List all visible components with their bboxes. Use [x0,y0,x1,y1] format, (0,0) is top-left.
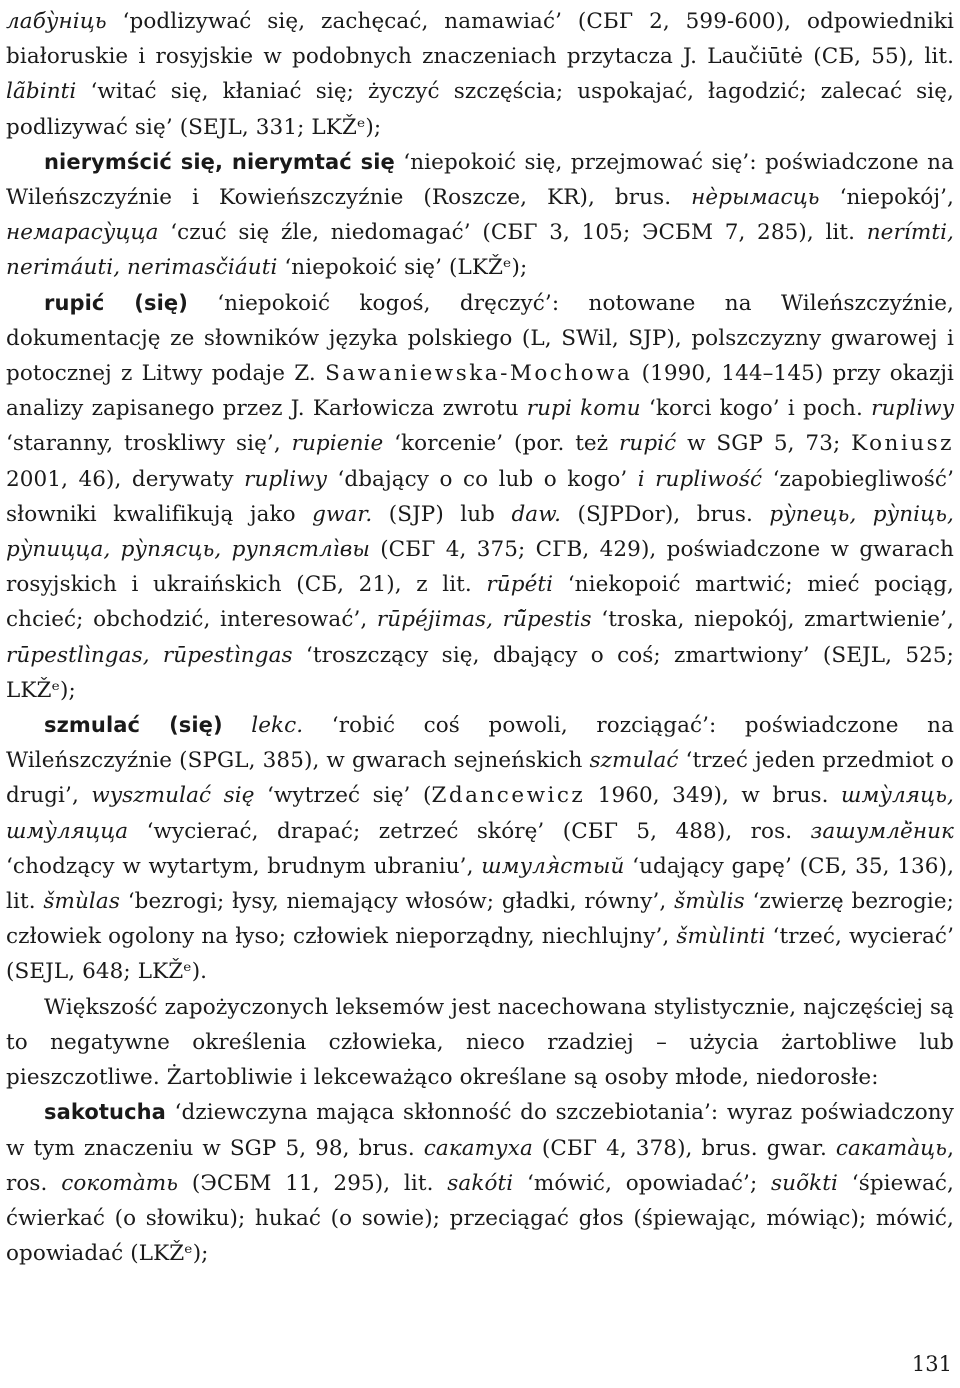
text-run: i rupliwość [637,466,763,492]
text-run: rupliwy [244,466,327,492]
entry-headword: szmulać (się) [44,713,223,738]
text-run: ‘zapobiegliwość’ słowniki kwalifikują jako [6,466,954,527]
text-run: wyszmulać się [91,783,255,809]
text-run: ‘wytrzeć się’ ( [254,783,432,809]
text-run: ‘dziewczyna mająca skłonność do szczebiotania’: wyraz poświadczony w tym znaczeniu w SGP 5, 98, brus. [6,1100,954,1161]
text-run: Zdancewicz [431,783,586,809]
entry-szmulac [6,708,954,990]
text-run: ‘staranny, troskliwy się’, [6,431,292,457]
text-run: ру̀пець, ру̀піць, ру̀пицца, ру̀пясць, рупястлі̀вы [6,501,954,563]
text-run: шму̀ляць, шму̀ляцца [6,783,954,844]
text-run: ‘niepokój’, [819,185,954,211]
text-run: rupić [619,431,677,457]
text-run: ‘śpiewać, ćwierkać (o słowiku); hukać (o sowie); przeciągać głos (śpiewając, mówiąc); mówić, opowiadać (LKŽᵉ); [6,1170,954,1267]
text-run: rupliwy [871,396,954,422]
text-run: rupienie [291,431,384,457]
entry-rupic [6,286,954,708]
entry-headword: rupić (się) [44,290,188,315]
text-run: rūpė́ti [486,572,554,598]
text-run: ‘bezrogi; łysy, niemający włosów; gładki, równy’, [119,889,675,915]
text-run: ‘niepokoić się, przejmować się’: poświadczone na Wileńszczyźnie i Kowieńszczyźnie (Roszcze, KR), brus. [6,149,954,211]
text-run: 1960, 349), w brus. [585,783,842,809]
text-run: gwar. [312,501,373,527]
text-run: ‘trzeć jeden przedmiot o drugi’, [6,748,954,809]
text-run: ‘chodzący w wytartym, brudnym ubraniu’, [6,853,482,879]
text-run: šmùlas [43,889,120,915]
text-run: daw. [511,501,562,527]
text-run: Sawaniewska-Mochowa [325,361,633,387]
page-number: 131 [911,1352,952,1376]
page-body [6,4,954,1271]
text-run: rupi komu [526,396,641,422]
text-run: ‘dbający o co lub o kogo’ [326,466,638,492]
text-run: немарасу̀цца [6,220,159,246]
paragraph-summary [6,990,954,1096]
entry-headword: sakotucha [44,1100,166,1125]
text-run: lãbinti [6,79,77,105]
text-run: 2001, 46), derywaty [6,466,245,492]
text-run: сакатуха [423,1135,533,1161]
text-run: w SGP 5, 73; [676,431,852,457]
text-run: sakóti [447,1170,514,1196]
text-run: лабу̀ніць [6,9,107,34]
entry-nierymscic [6,145,954,286]
text-run: suõkti [771,1170,839,1196]
text-run: rūpė́jimas, rū̃pestis [376,607,592,633]
text-run: ‘podlizywać się, zachęcać, namawiać’ (СБГ 2, 599-600), odpowiedniki białoruskie i rosyjskie w podobnych znaczeniach przytacza J. Laučiūtė (СБ, 55), lit. [6,9,954,70]
entry-headword: nierymścić się, nierymtać się [44,149,395,174]
text-run: ‘zwierzę bezrogie; człowiek ogolony na łyso; człowiek nieporządny, niechlujny’, [6,889,954,950]
entry-sakotucha [6,1095,954,1271]
text-run: (SJPDor), brus. [561,501,770,527]
text-run: ‘troszczący się, dbający o coś; zmartwiony’ (SEJL, 525; LKŽᵉ); [6,642,954,703]
text-run: (ЭСБМ 11, 295), lit. [178,1170,448,1196]
paragraph-labunic [6,4,954,145]
text-run: ‘trzeć, wycierać’ (SEJL, 648; LKŽᵉ). [6,924,955,985]
text-run: (1990, 144–145) przy okazji analizy zapisanego przez J. Karłowicza zwrotu [6,361,954,422]
text-run: ‘witać się, kłaniać się; życzyć szczęścia; uspokajać, łagodzić; zalecać się, podlizywać się’ (SEJL, 331; LKŽᵉ); [6,79,954,140]
text-run: ‘niekopoić martwić; mieć pociąg, chcieć; obchodzić, interesować’, [6,572,954,633]
text-run: зашумлё̀ник [810,818,954,844]
text-run: ‘udający gapę’ (СБ, 35, 136), lit. [6,853,955,915]
text-run: lekc. [251,713,304,739]
text-run: ‘robić coś powoli, rozciągać’: poświadczone na Wileńszczyźnie (SPGL, 385), w gwarach sejneńskich [6,713,954,774]
text-run: ‘wycierać, drapać; zetrzeć skórę’ (СБГ 5, 488), ros. [128,818,811,844]
text-run: ‘korci kogo’ i poch. [640,396,872,422]
text-run: ‘niepokoić kogoś, dręczyć’: notowane na Wileńszczyźnie, dokumentację ze słowników języka polskiego (L, SWil, SJP), polszczyzny gwarowej i potocznej z Litwy podaje Z. [6,290,954,387]
text-run: ‘korcenie’ (por. też [383,431,619,457]
text-run: nerímti, nerimáuti, nerimasčiáuti [6,220,954,281]
text-run: šmùlinti [676,924,766,950]
text-run: сакатàць [835,1135,948,1161]
text-run: шмуля̀стый [481,853,625,879]
text-run: (СБГ 4, 375; СГВ, 429), poświadczone w gwarach rosyjskich i ukraińskich (СБ, 21), z lit. [6,537,954,598]
text-run: szmulać [589,748,679,774]
text-run: ‘czuć się źle, niedomagać’ (СБГ 3, 105; ЭСБМ 7, 285), lit. [158,220,867,246]
text-run [223,713,252,738]
text-run: сокотàть [61,1170,179,1196]
text-run: (SJP) lub [372,501,512,527]
text-run: Koniusz [851,431,954,457]
text-run: ‘troska, niepokój, zmartwienie’, [591,607,954,633]
text-run: šmùlis [674,889,745,915]
text-run: нѐрымасць [691,185,820,211]
text-run: ‘mówić, opowiadać’; [513,1170,772,1196]
text-run: , ros. [6,1135,954,1196]
text-run: ‘niepokoić się’ (LKŽᵉ); [277,255,528,281]
text-run: (СБГ 4, 378), brus. gwar. [532,1135,836,1161]
text-run: rūpestlìngas, rūpestìngas [6,642,293,668]
text-run: Większość zapożyczonych leksemów jest nacechowana stylistycznie, najczęściej są to negatywne określenia człowieka, nieco rzadziej – użycia żartobliwe lub pieszczotliwe. Żartobliwie i lekceważąco określane są osoby młode, niedorosłe: [6,994,954,1091]
